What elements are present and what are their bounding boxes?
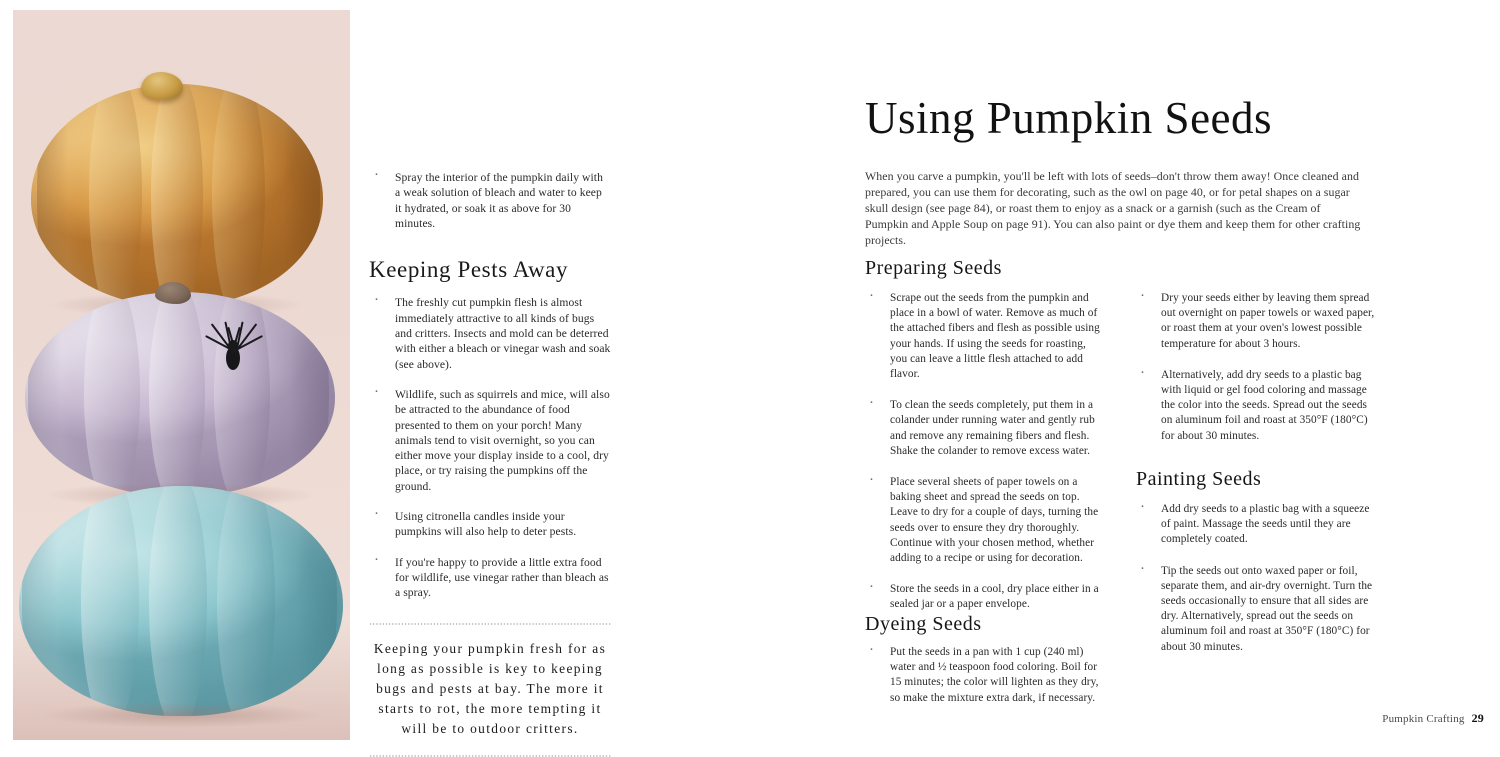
list-item: · To clean the seeds completely, put them in a colander under running water and gently rub and remove any remaining fibers and flesh. Shake the colander to remove excess water. [865,398,1104,459]
preparing-seeds-bullet-list-continued [1136,291,1375,444]
page-footer [1382,711,1484,726]
right-page-column-2 [1136,291,1375,460]
section-heading-preparing-seeds: Preparing Seeds [865,257,1002,279]
gold-pumpkin-ribs [31,84,323,306]
section-heading-painting-seeds: Painting Seeds [1136,468,1262,490]
preparing-seeds-bullet-list [865,291,1104,613]
stacked-painted-pumpkins-photo [13,10,350,740]
list-item: · Using citronella candles inside your pumpkins will also help to deter pests. [369,509,611,540]
pull-quote-top-rule [369,623,611,625]
section-heading-keeping-pests-away: Keeping Pests Away [369,257,569,283]
list-item: · Tip the seeds out onto waxed paper or foil, separate them, and air-dry overnight. Turn the seeds occasionally to ensure that all sides are dry. Alternatively, spread out the seeds on aluminum foil and roast at 350°F (180°C) for about 30 minutes. [1136,564,1375,655]
teal-pumpkin-ribs [19,486,343,716]
page-number: 29 [1471,711,1484,725]
lavender-pumpkin-ribs [25,292,335,496]
list-item: · Alternatively, add dry seeds to a plastic bag with liquid or gel food coloring and massage the color into the seeds. Spread out the seeds on aluminum foil and roast at 350°F (180°C) for about 30 minutes. [1136,368,1375,444]
list-item: · Dry your seeds either by leaving them spread out overnight on paper towels or waxed paper, or roast them at your oven's lowest possible temperature for about 3 hours. [1136,291,1375,352]
gold-pumpkin-stem [141,72,183,100]
lavender-pumpkin [25,292,335,496]
pull-quote: Keeping your pumpkin fresh for as long as possible is key to keeping bugs and pests at bay. The more it starts to rot, the more tempting it will be to outdoor critters. [373,640,607,736]
gold-pumpkin [31,84,323,306]
right-page [750,0,1500,750]
list-item: · Wildlife, such as squirrels and mice, will also be attracted to the abundance of food presented to them on your porch! Many animals tend to visit overnight, so you can either move your display inside to a cool, dry place, or try raising the pumpkins off the ground. [369,387,611,494]
teal-pumpkin [19,486,343,716]
list-item: · If you're happy to provide a little extra food for wildlife, use vinegar rather than bleach as a spray. [369,555,611,601]
keeping-pests-away-bullet-list [369,295,611,600]
list-item: · Scrape out the seeds from the pumpkin and place in a bowl of water. Remove as much of the attached fibers and flesh as possible using your hands. If using the seeds for roasting, you can leave a little flesh attached to add flavor. [865,291,1104,382]
left-text-column [369,170,611,757]
running-footer-title: Pumpkin Crafting [1382,713,1465,725]
painting-seeds-bullet-list [1136,502,1375,655]
plastic-spider-icon [193,320,273,394]
dyeing-seeds-bullet-list [865,645,1104,706]
pull-quote-bottom-rule [369,755,611,757]
list-item: · Spray the interior of the pumpkin daily with a weak solution of bleach and water to keep it hydrated, or soak it as above for 30 minutes. [369,170,611,231]
list-item: · The freshly cut pumpkin flesh is almost immediately attractive to all kinds of bugs and critters. Insects and mold can be deterred with either a bleach or vinegar wash and soak (see above). [369,295,611,371]
right-page-column-1 [865,291,1104,629]
intro-paragraph: When you carve a pumpkin, you'll be left with lots of seeds–don't throw them away! Once cleaned and prepared, you can use them for decorating, such as the owl on page 40, or for petal shapes on a sugar skull design (see page 84), or roast them to enjoy as a snack or a garnish (such as the Cream of Pumpkin and Apple Soup on page 91). You can also paint or dye them and keep them for other crafting projects. [865,169,1361,248]
right-page-column-1-dyeing [865,645,1104,722]
lavender-pumpkin-stem [155,282,191,304]
left-page [0,0,750,750]
right-page-column-2-painting [1136,502,1375,671]
list-item: · Add dry seeds to a plastic bag with a squeeze of paint. Massage the seeds until they are completely coated. [1136,502,1375,548]
list-item: · Place several sheets of paper towels on a baking sheet and spread the seeds on top. Leave to dry for a couple of days, turning the seeds over to ensure they dry thoroughly. Continue with your chosen method, whether adding to a recipe or using for decoration. [865,475,1104,566]
list-item: · Put the seeds in a pan with 1 cup (240 ml) water and ½ teaspoon food coloring. Boil for 15 minutes; the color will lighten as they dry, so make the mixture extra dark, if necessary. [865,645,1104,706]
lead-bullet-list [369,170,611,231]
section-heading-dyeing-seeds: Dyeing Seeds [865,613,982,635]
page-title: Using Pumpkin Seeds [865,93,1273,143]
list-item: · Store the seeds in a cool, dry place either in a sealed jar or a paper envelope. [865,582,1104,612]
